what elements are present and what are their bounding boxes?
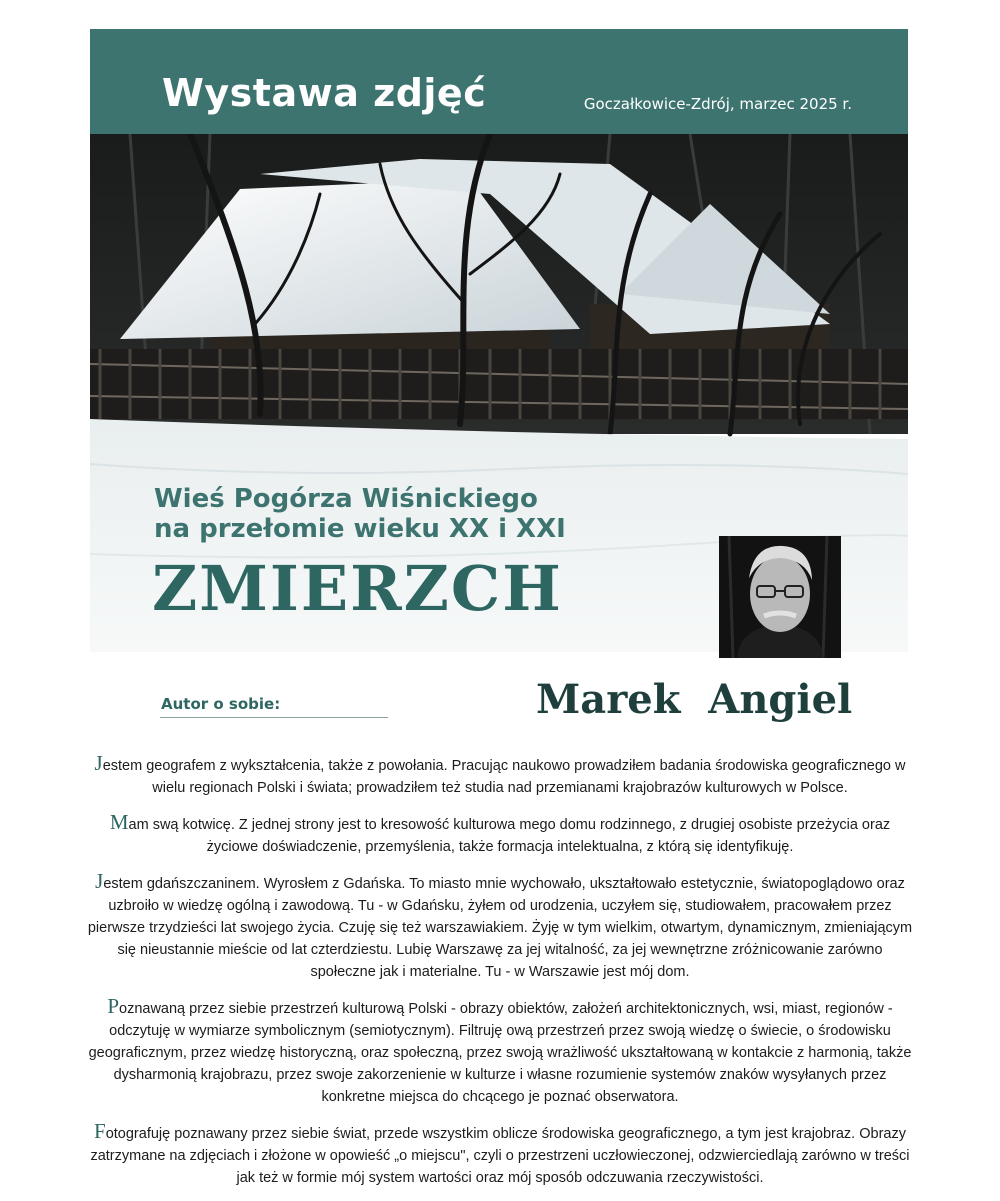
- paragraph-text: estem gdańszczaninem. Wyrosłem z Gdańska. To miasto mnie wychowało, ukształtowało estetycznie, światopoglądowo oraz uzbroiło w wiedzę ogólną i zawodową. Tu - w Gdańsku, żyłem od urodzenia, uczyłem się, studiowałem, pracowałem przez pierwsze trzydzieści lat swojego życia. Czuję się też warszawiakiem. Żyję w tym wielkim, otwartym, dynamicznym, zmieniającym się nieustannie mieście od lat czterdziestu. Lubię Warszawę za jej witalność, za jej wewnętrzne zróżnicowanie zarówno społeczne jak i materialne. Tu - w Warszawie jest mój dom.: [87, 876, 913, 980]
- exhibition-subtitle: [154, 484, 566, 544]
- paragraph-initial: P: [107, 994, 119, 1018]
- paragraph-initial: J: [95, 869, 104, 893]
- subtitle-line-2: na przełomie wieku XX i XXI: [154, 514, 566, 544]
- paragraph-initial: F: [94, 1119, 106, 1143]
- author-bio: [85, 752, 915, 1201]
- paragraph-text: otografuję poznawany przez siebie świat, przede wszystkim oblicze środowiska geograficznego, a tym jest krajobraz. Obrazy zatrzymane na zdjęciach i złożone w opowieść „o miejscu", czyli o przestrzeni uczłowieczonej, odzwierciedlają zarówno w treści jak też w formie mój system wartości oraz mój sposób odczuwania rzeczywistości.: [90, 1126, 910, 1186]
- bio-paragraph: [85, 1120, 915, 1189]
- author-portrait-icon: [719, 536, 841, 658]
- paragraph-initial: M: [109, 810, 129, 834]
- exhibition-date: Goczałkowice-Zdrój, marzec 2025 r.: [583, 95, 852, 113]
- bio-paragraph: [85, 995, 915, 1108]
- paragraph-initial: J: [94, 751, 103, 775]
- bio-paragraph: [85, 752, 915, 799]
- bio-paragraph: [85, 870, 915, 983]
- header-banner: [90, 29, 908, 134]
- subtitle-line-1: Wieś Pogórza Wiśnickiego: [154, 484, 538, 514]
- exhibition-main-title: ZMIERZCH: [152, 552, 563, 625]
- exhibition-title: Wystawa zdjęć: [162, 71, 487, 115]
- author-section-label: Autor o sobie:: [161, 695, 281, 713]
- author-portrait: [719, 536, 841, 658]
- author-label-underline: [160, 717, 388, 718]
- paragraph-text: am swą kotwicę. Z jednej strony jest to kresowość kulturowa mego domu rodzinnego, z drugiej osobiste przeżycia oraz życiowe doświadczenie, przemyślenia, także formacja intelektualna, z którą się identyfikuję.: [128, 817, 891, 855]
- author-name: Marek Angiel: [536, 676, 853, 723]
- paragraph-text: estem geografem z wykształcenia, także z powołania. Pracując naukowo prowadziłem badania środowiska geograficznego w wielu regionach Polski i świata; prowadziłem też studia nad przemianami krajobrazów kulturowych w Polsce.: [102, 758, 906, 796]
- bio-paragraph: [85, 811, 915, 858]
- paragraph-text: oznawaną przez siebie przestrzeń kulturową Polski - obrazy obiektów, założeń architektonicznych, wsi, miast, regionów - odczytuję w wymiarze symbolicznym (semiotycznym). Filtruję ową przestrzeń przez swoją wiedzę o świecie, o środowisku geograficznym, przez wiedzę historyczną, oraz społeczną, przez swoją wrażliwość ukształtowaną w kontakcie z harmonią, także dysharmonią krajobrazu, przez swoje zakorzenienie w kulturze i własne rozumienie systemów znaków wysyłanych przez konkretne miejsca do chcącego je poznać obserwatora.: [88, 1001, 912, 1105]
